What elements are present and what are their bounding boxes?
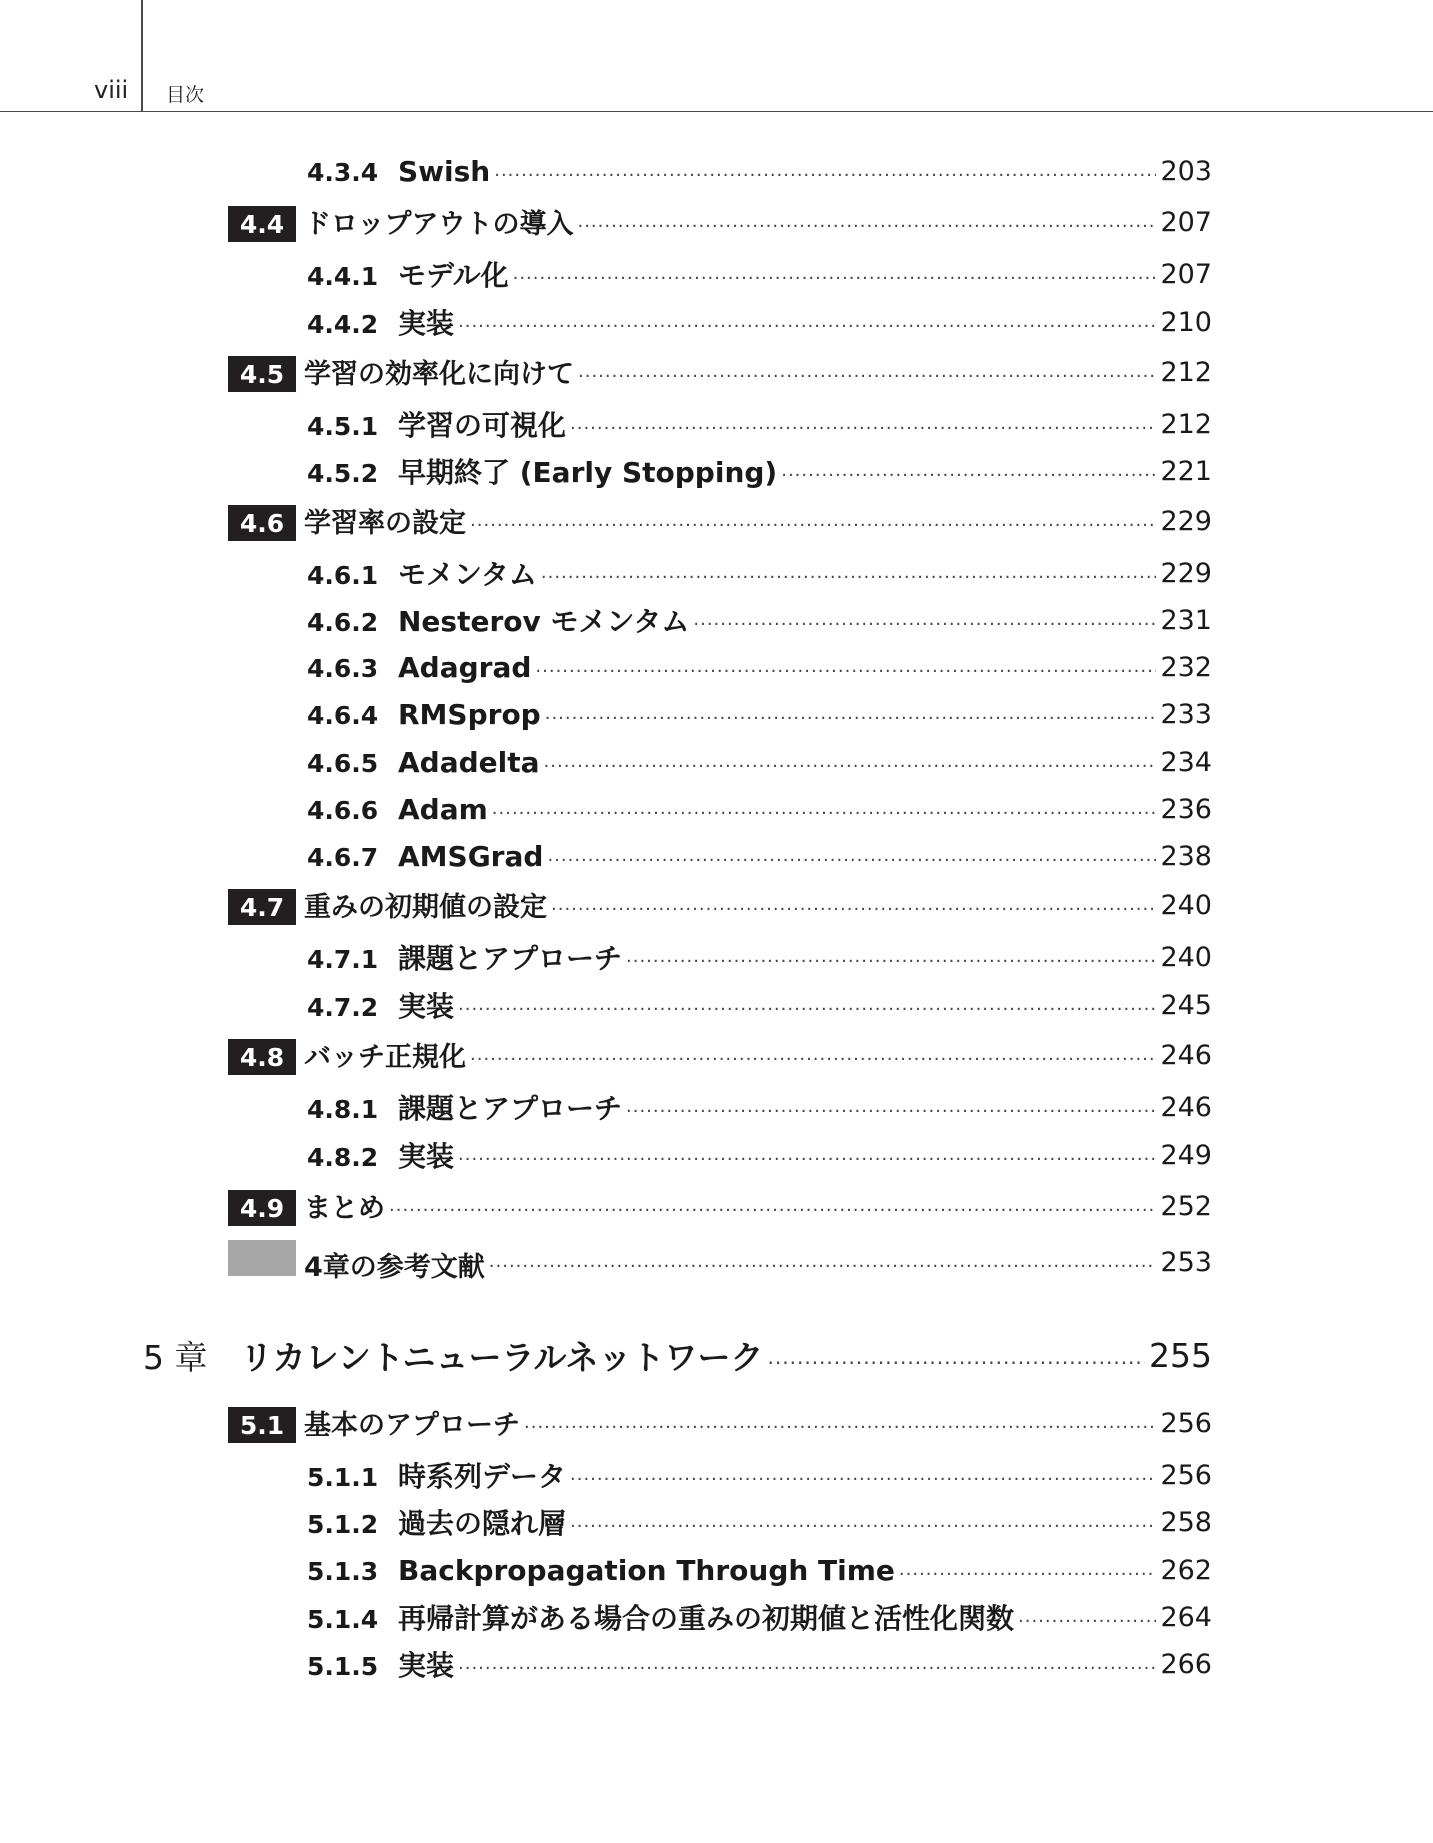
dot-leader (626, 946, 1156, 977)
toc-entry[interactable] (307, 404, 1212, 444)
toc-entry[interactable] (307, 302, 1212, 342)
section-badge: 4.7 (228, 889, 296, 925)
page-ref: 234 (1160, 746, 1212, 778)
page-ref: 203 (1160, 155, 1212, 187)
dot-leader (544, 751, 1157, 782)
page-ref: 249 (1160, 1139, 1212, 1171)
toc-entry-label (228, 1035, 466, 1076)
dot-leader (626, 1096, 1156, 1127)
section-number: 5.1.4 (307, 1605, 379, 1634)
toc-entry-label (307, 1597, 1014, 1637)
section-badge: 5.1 (228, 1407, 296, 1443)
page-ref: 229 (1160, 505, 1212, 537)
entry-title: 基本のアプローチ (304, 1409, 520, 1441)
page-ref: 212 (1160, 408, 1212, 440)
page-ref: 253 (1160, 1246, 1212, 1278)
toc-entry[interactable] (228, 1242, 1212, 1282)
page-ref: 246 (1160, 1039, 1212, 1071)
chapter-number: 5 章 (143, 1337, 208, 1377)
entry-title: AMSGrad (398, 839, 544, 873)
toc-entry[interactable] (307, 1502, 1212, 1542)
toc-entry-label (307, 1554, 895, 1587)
entry-title: Adadelta (398, 745, 540, 779)
dot-leader (535, 656, 1156, 687)
toc-entry[interactable] (143, 1331, 1212, 1379)
section-number: 4.4.1 (307, 262, 379, 291)
dot-leader (899, 1559, 1157, 1590)
section-number: 4.6.6 (307, 795, 379, 825)
toc-entry-label (143, 1332, 764, 1379)
toc-entry-label (228, 352, 574, 393)
entry-title: ドロップアウトの導入 (304, 208, 574, 240)
page-ref: 264 (1160, 1601, 1212, 1633)
entry-title: Backpropagation Through Time (398, 1553, 895, 1587)
toc-entry[interactable] (307, 836, 1212, 876)
entry-title: 学習率の設定 (304, 507, 466, 539)
references-badge (228, 1240, 296, 1276)
toc-entry[interactable] (228, 885, 1212, 925)
toc-entry[interactable] (307, 985, 1212, 1025)
section-number: 4.6.3 (307, 653, 379, 683)
entry-title: リカレントニューラルネットワーク (240, 1337, 764, 1377)
section-number: 4.8.2 (307, 1143, 379, 1172)
section-number: 5.1.2 (307, 1510, 379, 1539)
dot-leader (570, 1511, 1156, 1542)
dot-leader (541, 562, 1157, 593)
toc-entry-label (307, 746, 540, 779)
page-ref: 232 (1160, 651, 1212, 683)
toc-entry[interactable] (307, 1597, 1212, 1637)
page-ref: 252 (1160, 1190, 1212, 1222)
section-number: 4.5.1 (307, 412, 379, 441)
toc-entry-label (228, 1186, 385, 1227)
dot-leader (781, 460, 1156, 491)
section-number: 5.1.1 (307, 1463, 379, 1492)
entry-title: 4章の参考文献 (304, 1252, 485, 1283)
dot-leader (693, 609, 1156, 640)
page-ref: 238 (1160, 840, 1212, 872)
toc-entry[interactable] (307, 789, 1212, 829)
section-number: 4.6.1 (307, 561, 379, 590)
toc-entry-label (307, 553, 537, 593)
toc-entry[interactable] (228, 1186, 1212, 1226)
entry-title: 早期終了 (Early Stopping) (398, 456, 778, 489)
toc-entry[interactable] (307, 1455, 1212, 1495)
toc-entry-label (307, 155, 490, 188)
entry-title: モデル化 (398, 259, 509, 292)
toc-entry-label (307, 404, 566, 444)
section-number: 4.3.4 (307, 157, 379, 187)
entry-title: Adam (398, 792, 488, 826)
toc-entry[interactable] (307, 694, 1212, 734)
entry-title: モメンタム (398, 558, 537, 591)
toc-entry-label (307, 840, 543, 873)
toc-entry[interactable] (307, 1550, 1212, 1590)
dot-leader (470, 510, 1156, 541)
toc-entry-label (228, 1403, 520, 1444)
toc-entry[interactable] (307, 254, 1212, 294)
entry-title: 実装 (398, 1649, 455, 1682)
toc-entry[interactable] (307, 1087, 1212, 1127)
toc-entry[interactable] (307, 647, 1212, 687)
entry-title: 時系列データ (398, 1460, 567, 1493)
page-ref: 240 (1160, 941, 1212, 973)
toc-entry-label (228, 1240, 485, 1284)
running-title: 目次 (166, 84, 205, 106)
dot-leader (513, 263, 1157, 294)
section-number: 4.8.1 (307, 1095, 379, 1124)
toc-entry[interactable] (307, 600, 1212, 640)
page-ref: 262 (1160, 1554, 1212, 1586)
page-ref: 236 (1160, 793, 1212, 825)
toc-entry-label (307, 451, 777, 491)
section-badge: 4.4 (228, 206, 296, 242)
entry-title: Nesterov モメンタム (398, 605, 690, 638)
toc-entry-label (307, 937, 622, 977)
dot-leader (768, 1345, 1145, 1379)
dot-leader (489, 1251, 1157, 1282)
page-ref: 221 (1160, 455, 1212, 487)
entry-title: RMSprop (398, 697, 541, 731)
dot-leader (494, 160, 1156, 191)
section-number: 4.6.4 (307, 700, 379, 730)
toc-entry-label (307, 1135, 454, 1175)
page-header (0, 0, 1433, 112)
toc-entry[interactable] (307, 553, 1212, 593)
toc-entry-label (307, 1644, 454, 1684)
dot-leader (1018, 1606, 1156, 1637)
dot-leader (524, 1412, 1156, 1443)
section-number: 5.1.3 (307, 1556, 379, 1586)
entry-title: 実装 (398, 1140, 455, 1173)
toc-entry-label (307, 254, 509, 294)
dot-leader (551, 894, 1156, 925)
section-number: 5.1.5 (307, 1652, 379, 1681)
page-ref: 210 (1160, 306, 1212, 338)
header-divider (141, 0, 143, 111)
page-ref: 256 (1160, 1459, 1212, 1491)
page-ref: 255 (1149, 1335, 1212, 1375)
toc-entry[interactable] (228, 1403, 1212, 1443)
entry-title: Adagrad (398, 650, 532, 684)
toc-entry-label (228, 885, 547, 926)
dot-leader (458, 1653, 1156, 1684)
page-ref: 245 (1160, 989, 1212, 1021)
toc-entry[interactable] (307, 742, 1212, 782)
page-ref: 229 (1160, 557, 1212, 589)
dot-leader (458, 1144, 1156, 1175)
page-ref: 231 (1160, 604, 1212, 636)
entry-title: 過去の隠れ層 (398, 1507, 567, 1540)
toc-entry-label (307, 1455, 566, 1495)
section-badge: 4.8 (228, 1039, 296, 1075)
dot-leader (547, 845, 1156, 876)
toc-entry[interactable] (228, 202, 1212, 242)
section-number: 4.6.7 (307, 842, 379, 872)
toc-entry-label (307, 302, 454, 342)
entry-title: まとめ (304, 1192, 385, 1224)
section-number: 4.5.2 (307, 459, 379, 488)
toc-entry-label (228, 501, 466, 542)
entry-title: バッチ正規化 (304, 1041, 466, 1073)
section-number: 4.7.2 (307, 993, 379, 1022)
page-ref: 207 (1160, 206, 1212, 238)
entry-title: 再帰計算がある場合の重みの初期値と活性化関数 (398, 1602, 1015, 1635)
entry-title: 実装 (398, 307, 455, 340)
section-badge: 4.6 (228, 505, 296, 541)
toc-entry[interactable] (307, 937, 1212, 977)
page-ref: 233 (1160, 698, 1212, 730)
entry-title: 課題とアプローチ (398, 942, 623, 975)
dot-leader (389, 1195, 1156, 1226)
page-ref: 240 (1160, 889, 1212, 921)
toc-entry-label (307, 1087, 622, 1127)
page-ref: 266 (1160, 1648, 1212, 1680)
toc-entry[interactable] (307, 451, 1212, 491)
entry-title: 学習の可視化 (398, 409, 567, 442)
page-ref: 207 (1160, 258, 1212, 290)
dot-leader (545, 703, 1157, 734)
entry-title: Swish (398, 154, 491, 188)
dot-leader (492, 798, 1157, 829)
toc-entry-label (307, 600, 689, 640)
section-number: 4.7.1 (307, 945, 379, 974)
entry-title: 学習の効率化に向けて (304, 358, 574, 390)
toc-entry-label (307, 651, 531, 684)
section-badge: 4.5 (228, 356, 296, 392)
toc-entry[interactable] (307, 151, 1212, 191)
toc-entry[interactable] (307, 1135, 1212, 1175)
section-badge: 4.9 (228, 1190, 296, 1226)
section-number: 4.6.5 (307, 748, 379, 778)
toc-entry-label (228, 202, 573, 243)
toc-entry[interactable] (228, 1035, 1212, 1075)
dot-leader (470, 1044, 1156, 1075)
toc-entry-label (307, 698, 541, 731)
page-number: viii (94, 76, 129, 104)
toc-entry[interactable] (307, 1644, 1212, 1684)
toc-entry[interactable] (228, 352, 1212, 392)
section-number: 4.6.2 (307, 608, 379, 637)
page-ref: 258 (1160, 1506, 1212, 1538)
dot-leader (458, 994, 1156, 1025)
entry-title: 重みの初期値の設定 (304, 891, 547, 923)
page-ref: 212 (1160, 356, 1212, 388)
entry-title: 課題とアプローチ (398, 1092, 623, 1125)
toc-entry-label (307, 1502, 566, 1542)
page-ref: 256 (1160, 1407, 1212, 1439)
page-ref: 246 (1160, 1091, 1212, 1123)
toc-entry-label (307, 985, 454, 1025)
section-number: 4.4.2 (307, 310, 379, 339)
dot-leader (570, 1464, 1156, 1495)
toc-entry-label (307, 793, 488, 826)
entry-title: 実装 (398, 990, 455, 1023)
dot-leader (458, 311, 1156, 342)
dot-leader (570, 413, 1156, 444)
dot-leader (578, 361, 1156, 392)
dot-leader (577, 211, 1156, 242)
toc-entry[interactable] (228, 501, 1212, 541)
